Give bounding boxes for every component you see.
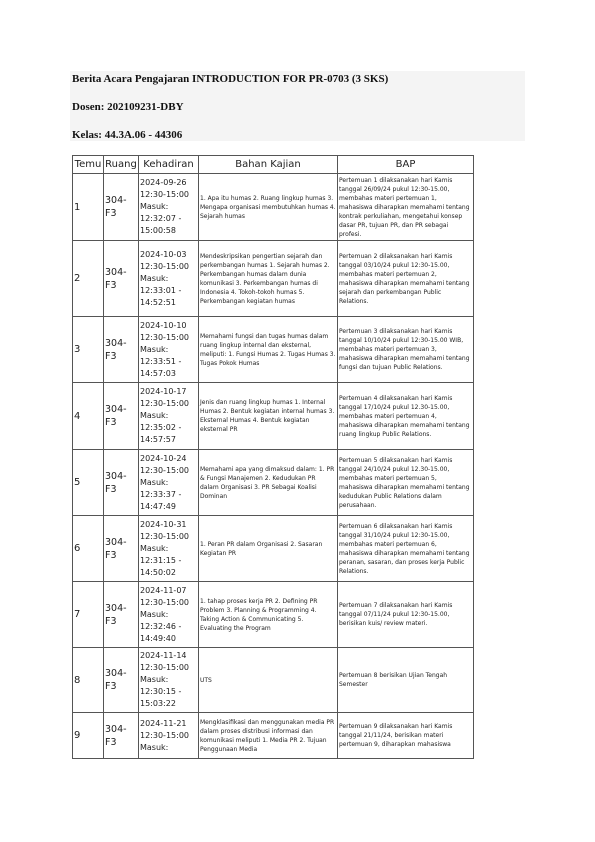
attendance-time: 12:30-15:00 [140,663,189,672]
attendance-masuk-label: Masuk: [140,742,169,752]
column-header-bap: BAP [338,156,474,174]
room-cell: 304-F3 [104,383,139,450]
study-material-cell: Jenis dan ruang lingkup humas 1. Internal Humas 2. Bentuk kegiatan internal humas 3. Eksternal Humas 4. Bentuk kegiatan eksternal PR [199,383,338,450]
attendance-masuk-label: Masuk: [140,411,169,420]
room-cell: 304-F3 [104,450,139,516]
attendance-masuk: 12:33:51 - [140,356,182,366]
bap-cell: Pertemuan 9 dilaksanakan hari Kamis tanggal 21/11/24, berisikan materi pertemuan 9, diharapkan mahasiswa [338,713,474,759]
column-header-temu: Temu [73,156,104,174]
bap-cell: Pertemuan 7 dilaksanakan hari Kamis tanggal 07/11/24 pukul 12:30-15.00, berisikan kuis/ review materi. [338,582,474,648]
attendance-masuk-label: Masuk: [140,202,169,211]
room-cell: 304-F3 [104,713,139,759]
class-line: Kelas: 44.3A.06 - 44306 [72,129,183,141]
attendance-masuk: 12:30:15 - [140,687,182,696]
table-row [73,450,474,516]
attendance-cell [139,317,199,383]
bap-cell: Pertemuan 4 dilaksanakan hari Kamis tanggal 17/10/24 pukul 12.30-15.00, membahas materi pertemuan 4, mahasiswa diharapkan memahami tentang ruang lingkup Public Relations. [338,383,474,450]
attendance-date: 2024-09-26 [140,178,187,187]
study-material-cell: Mengklasifikasi dan menggunakan media PR dalam proses distribusi informasi dan komunikasi meliputi 1. Media PR 2. Tujuan Penggunaan Media [199,713,338,759]
room-cell: 304-F3 [104,648,139,713]
room-cell: 304-F3 [104,516,139,582]
bap-cell: Pertemuan 3 dilaksanakan hari Kamis tanggal 10/10/24 pukul 12:30-15.00 WIB, membahas materi pertemuan 3, mahasiswa diharapkan memahami tentang fungsi dan tujuan Public Relations. [338,317,474,383]
attendance-table [72,155,474,759]
attendance-masuk-label: Masuk: [140,609,169,619]
attendance-cell [139,383,199,450]
attendance-cell [139,450,199,516]
document-title: Berita Acara Pengajaran INTRODUCTION FOR PR-0703 (3 SKS) [72,73,389,85]
attendance-masuk-label: Masuk: [140,344,169,354]
attendance-masuk-label: Masuk: [140,543,169,553]
bap-cell: Pertemuan 6 dilaksanakan hari Kamis tanggal 31/10/24 pukul 12:30-15.00, membahas materi pertemuan 6, mahasiswa diharapkan memahami tentang peranan, sasaran, dan proses kerja Public Relations. [338,516,474,582]
meeting-number: 1 [73,174,104,241]
bap-cell: Pertemuan 5 dilaksanakan hari Kamis tanggal 24/10/24 pukul 12.30-15.00, membahas materi pertemuan 5, mahasiswa diharapkan memahami tentang kedudukan Public Relations dalam perusahaan. [338,450,474,516]
table-row [73,648,474,713]
attendance-cell [139,241,199,317]
attendance-time: 12:30-15:00 [140,730,189,740]
attendance-time: 12:30-15:00 [140,190,189,199]
attendance-masuk-label: Masuk: [140,675,169,684]
table-row [73,383,474,450]
attendance-date: 2024-11-07 [140,585,187,595]
meeting-number: 7 [73,582,104,648]
room-cell: 304-F3 [104,174,139,241]
study-material-cell: UTS [199,648,338,713]
attendance-date: 2024-10-03 [140,249,187,259]
attendance-time: 12:30-15:00 [140,531,189,541]
meeting-number: 3 [73,317,104,383]
attendance-cell [139,713,199,759]
table-row [73,713,474,759]
bap-cell: Pertemuan 1 dilaksanakan hari Kamis tanggal 26/09/24 pukul 12:30-15.00, membahas materi pertemuan 1, mahasiswa diharapkan memahami tentang kontrak perkuliahan, mengetahui konsep dasar PR, tujuan PR, dan PR sebagai profesi. [338,174,474,241]
attendance-masuk: 12:32:07 - [140,214,182,223]
bap-cell: Pertemuan 8 berisikan Ujian Tengah Semester [338,648,474,713]
study-material-cell: 1. Peran PR dalam Organisasi 2. Sasaran Kegiatan PR [199,516,338,582]
attendance-date: 2024-10-31 [140,519,187,529]
attendance-time: 12:30-15:00 [140,465,189,475]
table-row [73,582,474,648]
attendance-masuk: 12:33:37 - [140,489,182,499]
attendance-time: 12:30-15:00 [140,332,189,342]
attendance-date: 2024-11-14 [140,651,187,660]
attendance-keluar: 14:50:02 [140,567,176,577]
column-header-bahan-kajian: Bahan Kajian [199,156,338,174]
attendance-keluar: 14:57:57 [140,435,176,444]
attendance-keluar: 14:49:40 [140,633,176,643]
study-material-cell: Mendeskripsikan pengertian sejarah dan perkembangan humas 1. Sejarah humas 2. Perkembangan humas dalam dunia komunikasi 3. Perkembangan humas di Indonesia 4. Tokoh-tokoh humas 5. Perkembangan kegiatan humas [199,241,338,317]
study-material-cell: 1. Apa itu humas 2. Ruang lingkup humas 3. Mengapa organisasi membutuhkan humas 4. Sejarah humas [199,174,338,241]
attendance-time: 12:30-15:00 [140,399,189,408]
study-material-cell: 1. tahap proses kerja PR 2. Defining PR Problem 3. Planning & Programming 4. Taking Action & Communicating 5. Evaluating the Program [199,582,338,648]
attendance-masuk-label: Masuk: [140,477,169,487]
table-row [73,317,474,383]
lecturer-line: Dosen: 202109231-DBY [72,101,184,113]
column-header-kehadiran: Kehadiran [139,156,199,174]
attendance-cell [139,582,199,648]
meeting-number: 6 [73,516,104,582]
meeting-number: 9 [73,713,104,759]
table-header-row [73,156,474,174]
attendance-date: 2024-10-17 [140,387,187,396]
attendance-keluar: 14:52:51 [140,297,176,307]
attendance-keluar: 14:47:49 [140,501,176,511]
meeting-number: 8 [73,648,104,713]
table-row [73,516,474,582]
room-cell: 304-F3 [104,317,139,383]
attendance-masuk: 12:33:01 - [140,285,182,295]
meeting-number: 2 [73,241,104,317]
study-material-cell: Memahami fungsi dan tugas humas dalam ruang lingkup internal dan eksternal, meliputi: 1. Fungsi Humas 2. Tugas Humas 3. Tugas Pokok Humas [199,317,338,383]
attendance-date: 2024-11-21 [140,718,187,728]
meeting-number: 4 [73,383,104,450]
attendance-date: 2024-10-10 [140,320,187,330]
attendance-keluar: 14:57:03 [140,368,176,378]
attendance-masuk: 12:32:46 - [140,621,182,631]
attendance-keluar: 15:00:58 [140,226,176,235]
attendance-time: 12:30-15:00 [140,597,189,607]
column-header-ruang: Ruang [104,156,139,174]
attendance-cell [139,516,199,582]
attendance-masuk: 12:31:15 - [140,555,182,565]
table-row [73,174,474,241]
meeting-number: 5 [73,450,104,516]
attendance-keluar: 15:03:22 [140,699,176,708]
attendance-cell [139,174,199,241]
bap-cell: Pertemuan 2 dilaksanakan hari Kamis tanggal 03/10/24 pukul 12:30-15.00, membahas materi pertemuan 2, mahasiswa diharapkan memahami tentang sejarah dan perkembangan Public Relations. [338,241,474,317]
table-row [73,241,474,317]
room-cell: 304-F3 [104,241,139,317]
study-material-cell: Memahami apa yang dimaksud dalam: 1. PR & Fungsi Manajemen 2. Kedudukan PR dalam Organisasi 3. PR Sebagai Koalisi Dominan [199,450,338,516]
attendance-masuk-label: Masuk: [140,273,169,283]
attendance-cell [139,648,199,713]
room-cell: 304-F3 [104,582,139,648]
attendance-masuk: 12:35:02 - [140,423,182,432]
attendance-time: 12:30-15:00 [140,261,189,271]
attendance-date: 2024-10-24 [140,453,187,463]
